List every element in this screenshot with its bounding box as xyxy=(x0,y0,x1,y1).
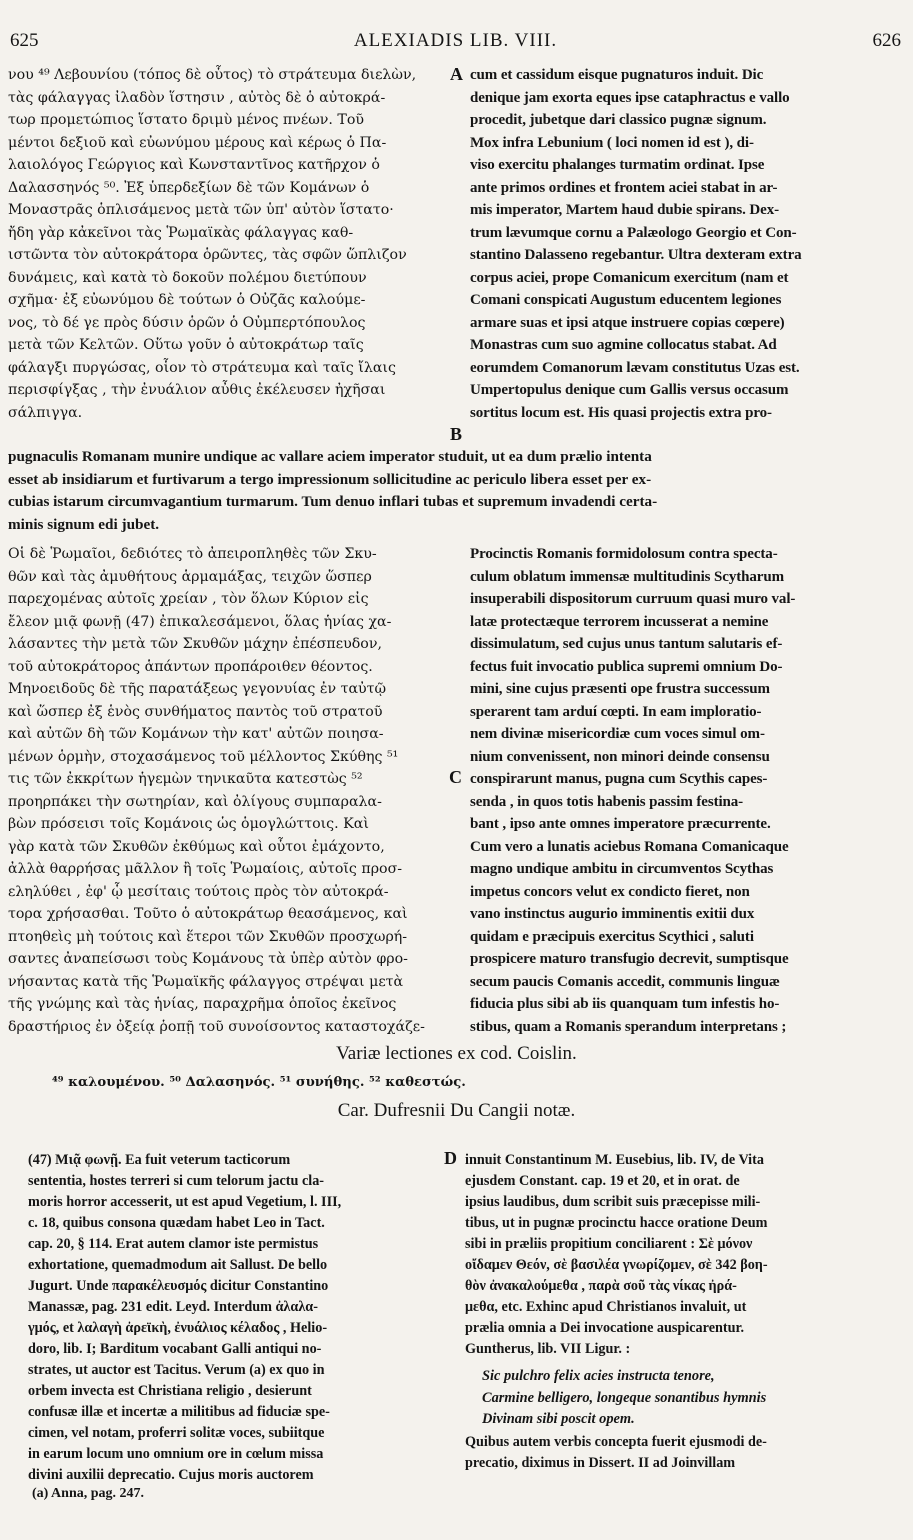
greek-column-2 xyxy=(8,543,463,1038)
note-line: Jugurt. Unde παρακέλευσμός dicitur Constantino xyxy=(28,1278,329,1294)
greek-line: τις τῶν ἐκκρίτων ἡγεμὼν τηνικαῦτα κατεστὼς ⁵² xyxy=(8,771,363,787)
running-title: ALEXIADIS LIB. VIII. xyxy=(353,30,558,51)
latin-line: eorumdem Comanorum lævam constitutus Uzas est. xyxy=(470,359,800,376)
latin-line: esset ab insidiarum et furtivarum a tergo impressionum sollicitudine ac periculo libera esset per ex- xyxy=(8,470,652,488)
greek-line: νου ⁴⁹ Λεβουνίου (τόπος δὲ οὗτος) τὸ στράτευμα διελὼν, xyxy=(8,67,417,83)
right-page-number: 626 xyxy=(872,30,901,51)
greek-line: μέντοι δεξιοῦ καὶ εὐωνύμου μέρους καὶ κέρως ὁ Πα- xyxy=(8,134,387,151)
greek-line: εληλύθει , ἐφ' ᾧ μεσίταις τούτοις πρὸς τὸν αὐτοκρά- xyxy=(8,883,389,900)
greek-column-1 xyxy=(8,64,463,424)
latin-line: insuperabili dispositorum curruum quasi muro val- xyxy=(470,591,796,607)
latin-line: pugnaculis Romanam munire undique ac vallare aciem imperator studuit, ut ea dum prælio intenta xyxy=(8,448,652,465)
note-line: ipsius laudibus, dum scribit suis præcepisse mili- xyxy=(465,1194,761,1210)
greek-line: Δαλασσηνός ⁵⁰. Ἐξ ὑπερδεξίων δὲ τῶν Κομάνων ὁ xyxy=(8,179,370,196)
latin-line: Comani conspicati Augustum educentem legiones xyxy=(470,292,782,308)
greek-line: τωρ προμετώπιος ἵστατο δριμὺ μένος πνέων. Τοῦ xyxy=(8,112,365,128)
note-line: Quibus autem verbis concepta fuerit ejusmodi de- xyxy=(465,1434,767,1450)
marker-a: A xyxy=(450,64,463,84)
note-line: divini auxilii deprecatio. Cujus moris auctorem xyxy=(28,1467,314,1483)
note-line: Guntherus, lib. VII Ligur. : xyxy=(465,1341,631,1357)
variae-lectiones-heading: Variæ lectiones ex cod. Coislin. xyxy=(336,1043,577,1064)
note-line: μεθα, etc. Exhinc apud Christianos invaluit, ut xyxy=(465,1299,747,1315)
greek-line: δυνάμεις, καὶ κατὰ τὸ δοκοῦν πολέμου διετύπουν xyxy=(8,269,367,286)
poem-line: Sic pulchro felix acies instructa tenore, xyxy=(482,1368,715,1384)
latin-line: mis imperator, Martem haud dubie spirans. Dex- xyxy=(470,202,780,218)
marker-c: C xyxy=(449,767,462,787)
latin-line: secum paucis Comanis accedit, communis linguæ xyxy=(470,973,780,990)
note-line: γμός, et λαλαγὴ ἀρεϊκὴ, ἐνυάλιος κέλαδος , Helio- xyxy=(28,1320,328,1336)
greek-line: Οἱ δὲ Ῥωμαῖοι, δεδιότες τὸ ἀπειροπληθὲς τῶν Σκυ- xyxy=(8,546,377,562)
greek-line: πτοηθεὶς μὴ τούτοις καὶ ἕτεροι τῶν Σκυθῶν προσχωρή- xyxy=(8,928,408,945)
notes-poem xyxy=(482,1366,877,1431)
note-line: moris horror accesserit, ut est apud Vegetium, l. III, xyxy=(28,1194,342,1210)
latin-line: conspirarunt manus, pugna cum Scythis capes- xyxy=(470,771,768,787)
note-line: prælia omnia a Dei invocatione auspicarentur. xyxy=(465,1320,745,1336)
note-line: orbem invecta est Christiana religio , desierunt xyxy=(28,1383,312,1399)
latin-line: stantino Dalasseno regebantur. Ultra dexteram extra xyxy=(470,247,802,263)
greek-line: ἀλλὰ θαρρήσας μᾶλλον ἢ τοῖς Ῥωμαίοις, αὐτοῖς προσ- xyxy=(8,861,403,877)
latin-line: culum oblatum immensæ multitudinis Scytharum xyxy=(470,568,784,585)
greek-line: θῶν καὶ τὰς ἀμυθήτους ἁρμαμάξας, τειχῶν ὥσπερ xyxy=(8,568,372,585)
latin-line: denique jam exorta eques ipse cataphractus e vallo xyxy=(470,89,790,106)
note-line: c. 18, quibus consona quædam habet Leo in Tact. xyxy=(28,1215,325,1231)
latin-line: fectus fuit invocatio publica supremi omnium Do- xyxy=(470,658,783,675)
marker-b: B xyxy=(450,424,463,444)
latin-line: Procinctis Romanis formidolosum contra specta- xyxy=(470,546,778,562)
latin-line: dissimulatum, sed cujus unus tantum salutaris ef- xyxy=(470,636,783,652)
latin-line: Cum vero a lunatis aciebus Romana Comanicaque xyxy=(470,838,789,855)
greek-line: ιστῶντα τὸν αὐτοκράτορα ὁρῶντες, τὰς σφῶν ὥπλιζον xyxy=(8,247,407,263)
latin-line: bant , ipso ante omnes imperatore præcurrente. xyxy=(470,816,771,832)
greek-line: παρεχομένας αὐτοῖς χρείαν , τὸν ὅλων Κύριον εἰς xyxy=(8,591,369,607)
greek-line: δραστήριος ἐν ὀξείᾳ ῥοπῇ τοῦ συνοίσοντος καταστοχάζε- xyxy=(8,1018,425,1035)
greek-line: σαντες ἀναπείσωσι τοὺς Κομάνους τὰ ὑπὲρ αὐτὸν φρο- xyxy=(8,951,408,967)
note-line: θὸν ἀνακαλούμεθα , παρὰ σοῦ τὰς νίκας ἠρά- xyxy=(465,1278,737,1294)
latin-line: cum et cassidum eisque pugnaturos induit. Dic xyxy=(470,67,764,83)
latin-line: Monastras cum suo agmine collocatus stabat. Ad xyxy=(470,337,777,353)
latin-line: viso exercitu phalanges turmatim ordinat. Ipse xyxy=(470,157,765,173)
greek-line: περισφίγξας , τὴν ἐνυάλιον αὖθις ἐκέλευσεν ἠχῆσαι xyxy=(8,382,386,398)
footnote: (a) Anna, pag. 247. xyxy=(32,1486,145,1501)
note-line: confusæ illæ et incertæ a militibus ad fiduciæ spe- xyxy=(28,1404,330,1420)
greek-line: σάλπιγγα. xyxy=(8,404,83,421)
latin-line: nem divinæ misericordiæ cum voces simul om- xyxy=(470,726,765,742)
latin-line: fiducia plus sibi ab iis quanquam tum infestis ho- xyxy=(470,996,780,1012)
latin-line: Mox infra Lebunium ( loci nomen id est ), di- xyxy=(470,134,754,151)
note-line: cap. 20, § 114. Erat autem clamor iste permistus xyxy=(28,1236,319,1252)
latin-line: ante primos ordines et frontem aciei stabat in ar- xyxy=(470,179,778,196)
note-line: strates, ut auctor est Tacitus. Verum (a) ex quo in xyxy=(28,1362,325,1378)
notes-heading: Car. Dufresnii Du Cangii notæ. xyxy=(337,1100,576,1121)
note-line: doro, lib. I; Barditum vocabant Galli antiqui no- xyxy=(28,1341,322,1357)
greek-line: σχῆμα· ἐξ εὐωνύμου δὲ τούτων ὁ Οὐζᾶς καλούμε- xyxy=(8,292,366,308)
greek-line: ἤδη γὰρ κἀκεῖνοι τὰς Ῥωμαϊκὰς φάλαγγας καθ- xyxy=(8,224,354,241)
greek-line: μένων ὁρμὴν, στοχασάμενος τοῦ μέλλοντος Σκύθης ⁵¹ xyxy=(8,748,399,765)
greek-line: φάλαγξι πυργώσας, οἷον τὸ στράτευμα καὶ ταῖς ἴλαις xyxy=(8,359,396,376)
greek-line: μετὰ τῶν Κελτῶν. Οὕτω γοῦν ὁ αὐτοκράτωρ ταῖς xyxy=(8,337,364,353)
latin-line: nium convenissent, non minori deinde consensu xyxy=(470,748,770,765)
latin-line: armare suas et ipsi atque instruere copias cœpere) xyxy=(470,314,785,331)
latin-line: corpus aciei, prope Comanicum exercitum (nam et xyxy=(470,269,789,286)
latin-column-2 xyxy=(470,543,904,1038)
note-line: ejusdem Constant. cap. 19 et 20, et in orat. de xyxy=(465,1173,740,1189)
latin-line: trum lævumque cornu a Palæologo Georgio et Con- xyxy=(470,224,797,241)
note-line: sententia, hostes terreri si cum telorum jactu cla- xyxy=(28,1173,325,1189)
left-page-number: 625 xyxy=(10,30,39,51)
note-line: in earum locum uno omnium ore in cœlum missa xyxy=(28,1446,324,1462)
greek-line: νήσαντας κατὰ τῆς Ῥωμαϊκῆς φάλαγγος στρέψαι μετὰ xyxy=(8,973,404,990)
greek-line: Μοναστρᾶς ὁπλισάμενος μετὰ τῶν ὑπ' αὐτὸν ἵστατο· xyxy=(8,202,394,218)
greek-line: τορα χρήσασθαι. Τοῦτο ὁ αὐτοκράτωρ θεασάμενος, καὶ xyxy=(8,906,408,922)
latin-line: cubias istarum circumvagantium turmarum. Tum denuo inflari tubas et supremum invadendi certa- xyxy=(8,493,658,510)
greek-line: τοῦ αὐτοκράτορος ἁπάντων προπάροιθεν θέοντος. xyxy=(8,658,373,675)
notes-left-column xyxy=(28,1150,443,1486)
latin-full-width-text xyxy=(8,446,904,536)
latin-line: prospicere maturo transfugio decrevit, sumptisque xyxy=(470,951,789,967)
latin-line: procedit, jubetque dari classico pugnæ signum. xyxy=(470,112,767,128)
latin-line: vano instinctus augurio imminentis exitii dux xyxy=(470,906,755,922)
greek-line: γὰρ κατὰ τῶν Σκυθῶν ἐκθύμως καὶ οὗτοι ἐμάχοντο, xyxy=(8,838,385,855)
note-line: tibus, ut in pugnæ procinctu hacce oratione Deum xyxy=(465,1215,768,1231)
latin-line: stibus, quam a Romanis sperandum interpretans ; xyxy=(470,1018,787,1035)
latin-line: senda , in quos totis habenis passim festina- xyxy=(470,793,744,810)
note-line: innuit Constantinum M. Eusebius, lib. IV, de Vita xyxy=(465,1152,764,1168)
latin-line: impetus concors velut ex condicto fieret, non xyxy=(470,883,750,900)
note-line: exhortatione, quemadmodum ait Sallust. De bello xyxy=(28,1257,328,1273)
greek-line: καὶ ὥσπερ ἐξ ἑνὸς συνθήματος παντὸς τοῦ στρατοῦ xyxy=(8,703,383,720)
greek-line: βὼν πρόσεισι τοῖς Κομάνοις ὡς ὁμογλώττοις. Καὶ xyxy=(8,816,369,832)
poem-line: Divinam sibi poscit opem. xyxy=(482,1411,635,1427)
notes-right-after xyxy=(465,1432,877,1474)
latin-line: mini, sine cujus præsenti ope frustra successum xyxy=(470,681,770,697)
latin-line: quidam e præcipuis exercitus Scythici , saluti xyxy=(470,928,754,945)
poem-line: Carmine belligero, longeque sonantibus hymnis xyxy=(482,1389,767,1406)
greek-line: τὰς φάλαγγας ἰλαδὸν ἵστησιν , αὐτὸς δὲ ὁ αὐτοκρά- xyxy=(8,89,386,106)
latin-column-1 xyxy=(470,64,904,424)
note-line: Manassæ, pag. 231 edit. Leyd. Interdum ἀλαλα- xyxy=(28,1299,318,1315)
latin-line: sortitus locum est. His quasi projectis extra pro- xyxy=(470,404,772,421)
variae-lectiones-line: ⁴⁹ καλουμένου. ⁵⁰ Δαλασηνός. ⁵¹ συνήθης. ⁵² καθεστώς. xyxy=(52,1075,466,1090)
greek-line: νος, τὸ δέ γε πρὸς δύσιν ὁρῶν ὁ Οὐμπερτόπουλος xyxy=(8,314,366,331)
latin-line: minis signum edi jubet. xyxy=(8,515,160,533)
note-line: precatio, diximus in Dissert. II ad Joinvillam xyxy=(465,1455,736,1471)
note-line: sibi in præliis propitium conciliarent : Σὲ μόνον xyxy=(465,1236,753,1252)
greek-line: λάσαντες τὴν μετὰ τῶν Σκυθῶν μάχην ἐπέσπευδον, xyxy=(8,636,382,652)
notes-right-column xyxy=(465,1150,877,1360)
greek-line: τῆς γνώμης καὶ τὰς ἡνίας, παραχρῆμα ὁποῖος ἐκεῖνος xyxy=(8,996,397,1012)
note-line: οἴδαμεν Θεόν, σὲ βασιλέα γνωρίζομεν, σὲ 342 βοη- xyxy=(465,1257,768,1273)
greek-line: καὶ αὐτῶν δὴ τῶν Κομάνων τὴν κατ' αὐτῶν ποιησα- xyxy=(8,726,384,742)
page-header xyxy=(10,30,901,56)
greek-line: προηρπάκει τὴν σωτηρίαν, καὶ ὀλίγους συμπαραλα- xyxy=(8,793,382,810)
note-line: (47) Μιᾷ φωνῇ. Ea fuit veterum tacticorum xyxy=(28,1152,291,1168)
latin-line: magno undique ambitu in circumventos Scythas xyxy=(470,861,774,877)
greek-line: λαιολόγος Γεώργιος καὶ Κωνσταντῖνος κατῆρχον ὁ xyxy=(8,157,380,173)
greek-line: Μηνοειδοῦς δὲ τῆς παρατάξεως γεγονυίας ἐν ταὐτῷ xyxy=(8,681,387,697)
latin-line: Umpertopulus denique cum Gallis versus occasum xyxy=(470,382,789,398)
note-line: cimen, vel notam, proferri solitæ voces, subiitque xyxy=(28,1425,325,1441)
marker-d: D xyxy=(444,1148,457,1168)
latin-line: sperarent tam arduí cœpti. In eam imploratio- xyxy=(470,703,762,720)
latin-line: latæ protectæque terrorem incusserat a nemine xyxy=(470,613,769,630)
greek-line: ἔλεον μιᾷ φωνῇ (47) ἐπικαλεσάμενοι, ὅλας ἡνίας χα- xyxy=(8,613,392,630)
